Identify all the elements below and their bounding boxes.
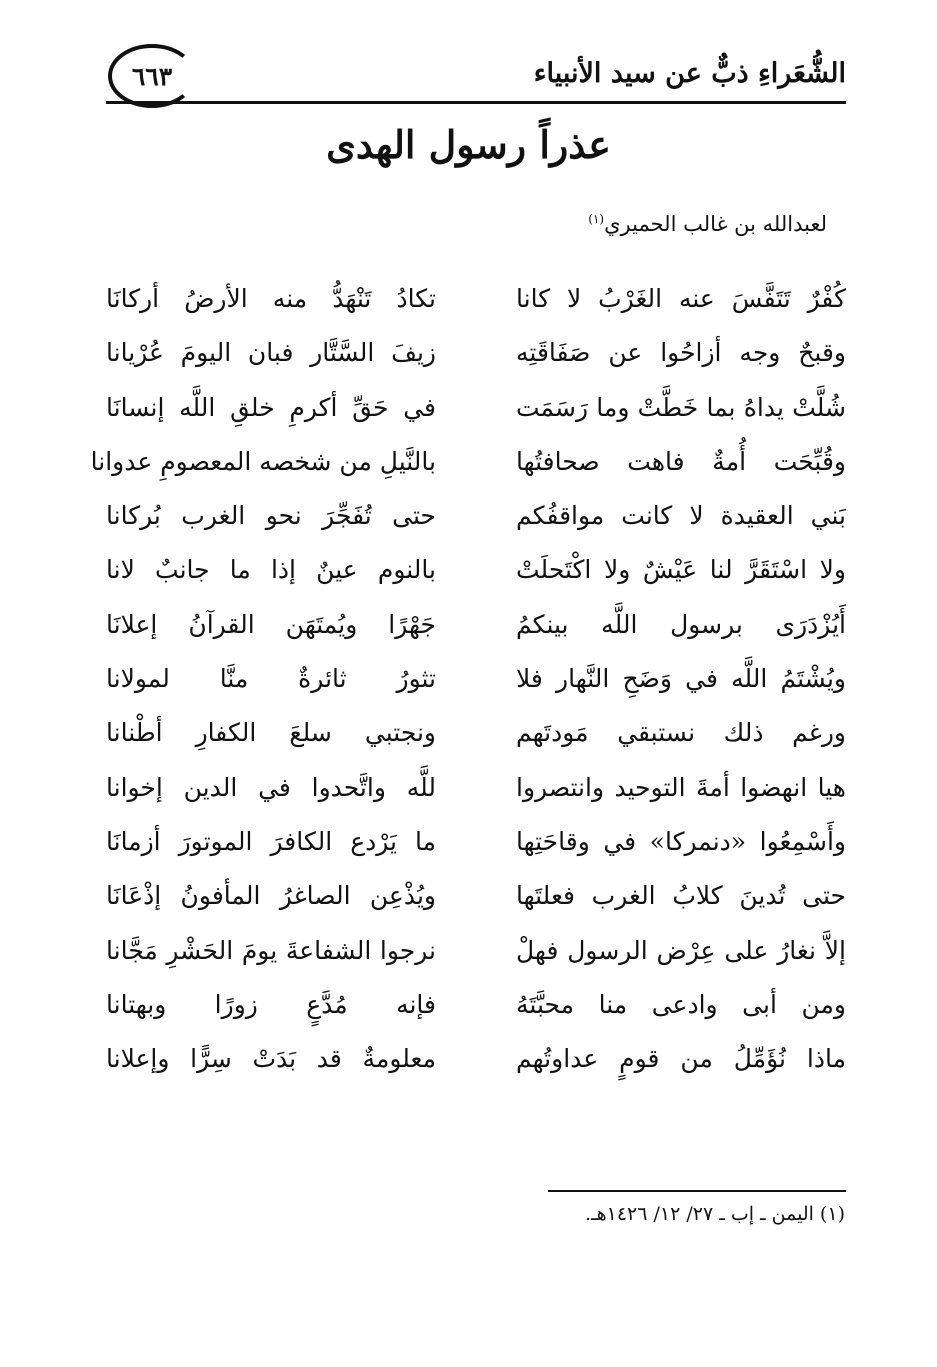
verse-first-hemistich: وأَسْمِعُوا «دنمركا» في وقاحَتِها [516,826,846,856]
verse-second-hemistich: فإنه مُدَّعٍ زورًا وبهتانا [106,989,436,1019]
verse-first-hemistich: أَيُزْدَرَى برسول اللَّه بينكمُ [516,609,846,639]
verse-first-hemistich: ويُشْتَمُ اللَّه في وَضَحِ النَّهار فلا [516,664,846,694]
verse-first-hemistich: ماذا نُؤَمِّلُ من قومٍ عداوتُهم [516,1044,846,1074]
verse [106,932,846,986]
poem-title: عذراً رسول الهدى [326,122,611,167]
footnote: (١) اليمن ـ إب ـ ٢٧/ ١٢/ ١٤٢٦هـ. [584,1203,845,1225]
verse [90,443,846,497]
verse-second-hemistich: ونجتبي سلعَ الكفارِ أطْنانا [106,718,436,748]
verse-second-hemistich: بالنوم عينٌ إذا ما جانبٌ لانا [106,555,436,585]
running-header [106,40,846,108]
verse [106,1040,846,1094]
author-name: لعبدالله بن غالب الحميري [604,212,827,236]
verse-first-hemistich: وقبحٌ وجه أزاحُوا عن صَفَاقَتِه [516,338,846,368]
verse-second-hemistich: تكادُ تَنْهَدُّ منه الأرضُ أركانَا [106,284,436,313]
book-title: الشُّعَراءِ ذبٌّ عن سيد الأنبياء [533,58,846,89]
verse-second-hemistich: ويُذْعِن الصاغرُ المأفونُ إذْعَانَا [106,881,436,911]
verse-first-hemistich: حتى تُدينَ كلابُ الغرب فعلتَها [516,881,846,911]
header-rule [106,101,846,104]
verse [106,551,846,605]
verse-second-hemistich: حتى تُفَجِّرَ نحو الغرب بُركانا [106,501,436,531]
verse-first-hemistich: ورغم ذلك نستبقي مَودتَهم [516,718,846,748]
verse-second-hemistich: زيفَ السَّتَّار فبان اليومَ عُرْيانا [106,338,436,368]
verse-first-hemistich: إلاَّ نغارُ على عِرْض الرسول فهلْ [516,935,846,965]
author-line [588,212,827,236]
verse-second-hemistich: للَّه واتَّحدوا في الدين إخوانا [106,772,436,802]
verse-first-hemistich: ومن أبى وادعى منا محبَّتَهُ [516,989,846,1019]
verse-second-hemistich: معلومةٌ قد بَدَتْ سِرًّا وإعلانا [106,1044,436,1074]
verse [106,334,846,388]
verse-second-hemistich: بالنَّيلِ من شخصه المعصومِ عدوانا [90,446,436,476]
verse-second-hemistich: ما يَرْدع الكافرَ الموتورَ أزمانَا [106,826,436,856]
verse [106,389,846,443]
verse-first-hemistich: وقُبِّحَت أُمةٌ فاهت صحافتُها [516,446,846,476]
verse-second-hemistich: نرجوا الشفاعةَ يومَ الحَشْرِ مَجَّانا [106,935,436,965]
footnote-rule [548,1190,846,1192]
verse-second-hemistich: جَهْرًا ويُمتَهَن القرآنُ إعلانَا [106,609,436,639]
verse-first-hemistich: بَني العقيدة لا كانت مواقفُكم [516,501,846,531]
verse [106,280,846,334]
verse-first-hemistich: ولا اسْتَقَرَّ لنا عَيْشٌ ولا اكْتَحلَتْ [516,555,846,585]
verse [106,660,846,714]
verse [106,877,846,931]
page-number: ٦٦٣ [131,61,173,91]
verse-first-hemistich: كُفْرٌ تَتَفَّسَ عنه الغَرْبُ لا كانا [516,284,846,313]
verse [106,714,846,768]
verse [106,497,846,551]
verse [106,823,846,877]
verse-first-hemistich: شُلَّتْ يداهُ بما خَطَّتْ وما رَسَمَت [516,392,846,422]
verse [106,986,846,1040]
verse-second-hemistich: تثورُ ثائرةٌ منَّا لمولانا [106,664,436,694]
verse [106,769,846,823]
page-number-badge [108,44,196,108]
poem-verses [90,280,846,1094]
verse [106,606,846,660]
verse-second-hemistich: في حَقِّ أكرمِ خلقِ اللَّه إنسانَا [106,392,436,422]
verse-first-hemistich: هيا انهضوا أمةَ التوحيد وانتصروا [516,772,846,802]
footnote-marker: (١) [588,212,605,226]
